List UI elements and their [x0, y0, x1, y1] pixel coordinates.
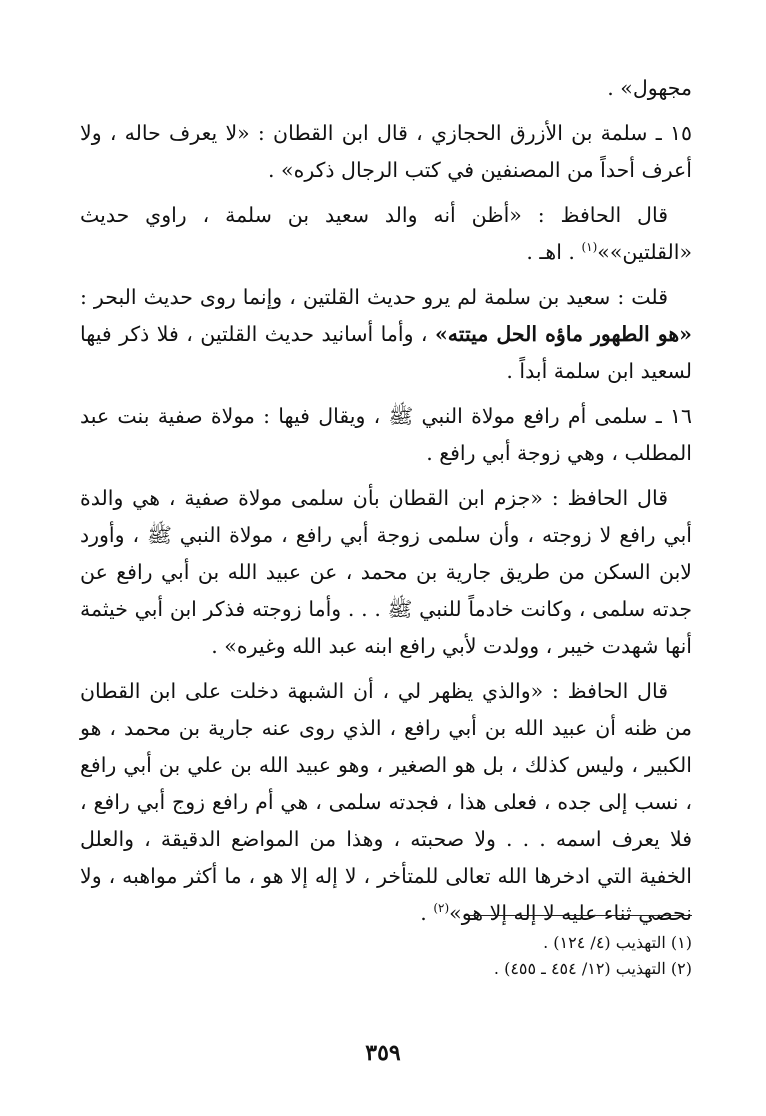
footnotes: [92, 930, 692, 982]
footnote-ref-2: (٢): [433, 901, 450, 916]
main-text: [80, 70, 692, 940]
hadith-quote: «هو الطهور ماؤه الحل ميتته»: [434, 322, 692, 346]
footnote-ref-1: (١): [581, 240, 598, 255]
footnote-divider: [466, 915, 692, 916]
paragraph-entry-16: ١٦ ـ سلمى أم رافع مولاة النبي ﷺ ، ويقال فيها : مولاة صفية بنت عبد المطلب ، وهي زوجة أبي رافع .: [80, 404, 692, 465]
page-number: ٣٥٩: [365, 1040, 401, 1066]
paragraph-hafiz-3: قال الحافظ : «والذي يظهر لي ، أن الشبهة دخلت على ابن القطان من ظنه أن عبيد الله بن أبي رافع ، الذي روى عنه جارية بن محمد ، هو الكبير ، وليس كذلك ، بل هو الصغير ، وهو عبيد الله بن علي بن أبي رافع ، نسب إلى جده ، فعلى هذا ، فجدته سلمى ، هي أم رافع زوج أبي رافع ، فلا يعرف اسمه . . . ولا صحبته ، وهذا من المواضع الدقيقة ، والعلل الخفية التي ادخرها الله تعالى للمتأخر ، لا إله إلا هو ، ما أكثر مواهبه ، ولا نحصي ثناء عليه لا إله إلا هو»$^{(٢)}$ .: [80, 679, 692, 925]
footnote-2: (٢) التهذيب (١٢/ ٤٥٤ ـ ٤٥٥) .: [493, 959, 692, 978]
paragraph-hafiz-2: قال الحافظ : «جزم ابن القطان بأن سلمى مولاة صفية ، هي والدة أبي رافع لا زوجته ، وأن سلمى زوجة أبي رافع ، مولاة النبي ﷺ ، وأورد لابن السكن من طريق جارية بن محمد ، عن عبيد الله بن أبي رافع عن جدته سلمى ، وكانت خادماً للنبي ﷺ . . . وأما زوجته فذكر ابن أبي خيثمة أنها شهدت خيبر ، وولدت لأبي رافع ابنه عبد الله وغيره» .: [80, 486, 692, 658]
paragraph-hafiz-1: قال الحافظ : «أظن أنه والد سعيد بن سلمة ، راوي حديث «القلتين»»$^{(١)}$ . اهـ .: [80, 203, 692, 264]
footnote-1: (١) التهذيب (٤/ ١٢٤) .: [543, 933, 692, 952]
paragraph-comment: قلت : سعيد بن سلمة لم يرو حديث القلتين ، وإنما روى حديث البحر : «هو الطهور ماؤه الحل ميتته» ، وأما أسانيد حديث القلتين ، فلا ذكر فيها لسعيد ابن سلمة أبداً .: [80, 285, 692, 383]
paragraph-entry-15: ١٥ ـ سلمة بن الأزرق الحجازي ، قال ابن القطان : «لا يعرف حاله ، ولا أعرف أحداً من المصنفين في كتب الرجال ذكره» .: [80, 121, 692, 182]
paragraph-continuation: مجهول» .: [607, 76, 692, 100]
